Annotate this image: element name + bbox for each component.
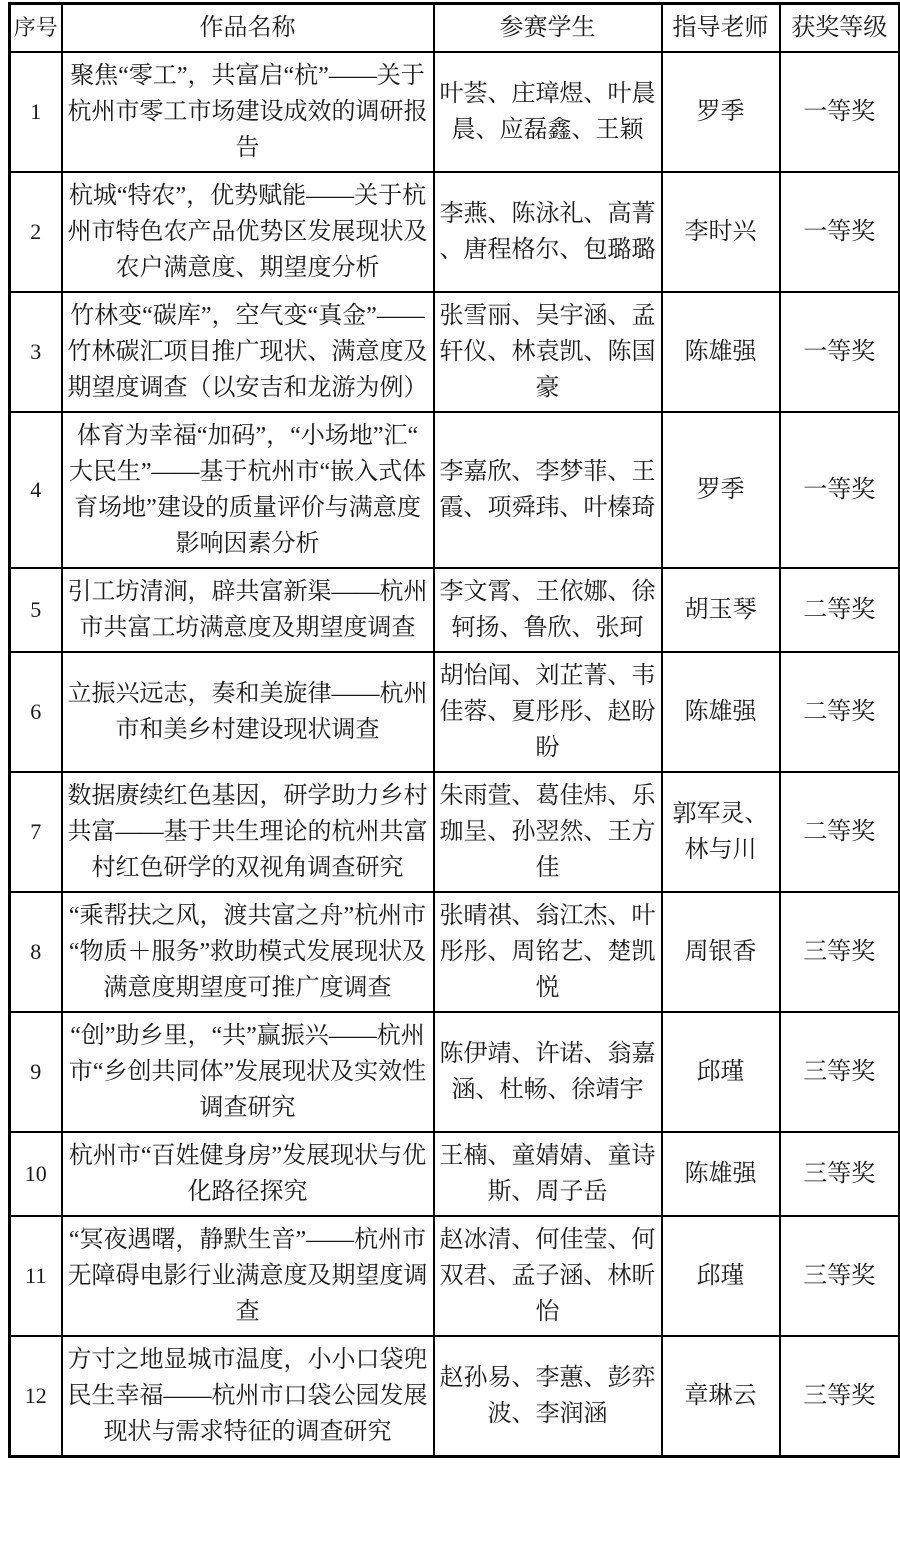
- cell-award-level: 三等奖: [780, 1336, 900, 1457]
- table-row: [10, 292, 900, 412]
- table-row: [10, 1012, 900, 1132]
- cell-work-title: 竹林变“碳库”，空气变“真金”——竹林碳汇项目推广现状、满意度及期望度调查（以安吉和龙游为例）: [62, 292, 434, 412]
- cell-participating-students: 赵冰清、何佳莹、何双君、孟子涵、林昕怡: [434, 1216, 662, 1336]
- cell-work-title: 杭城“特农”，优势赋能——关于杭州市特色农产品优势区发展现状及农户满意度、期望度分析: [62, 172, 434, 292]
- cell-work-title: “冥夜遇曙，静默生音”——杭州市无障碍电影行业满意度及期望度调查: [62, 1216, 434, 1336]
- cell-award-level: 三等奖: [780, 1216, 900, 1336]
- header-work-title: 作品名称: [62, 4, 434, 53]
- cell-award-level: 二等奖: [780, 568, 900, 652]
- cell-serial-number: 1: [10, 52, 62, 172]
- cell-advisor-teacher: 陈雄强: [662, 1132, 780, 1216]
- table-row: [10, 568, 900, 652]
- table-row: [10, 52, 900, 172]
- cell-serial-number: 2: [10, 172, 62, 292]
- cell-advisor-teacher: 邱瑾: [662, 1012, 780, 1132]
- cell-work-title: “乘帮扶之风，渡共富之舟”杭州市“物质＋服务”救助模式发展现状及满意度期望度可推广度调查: [62, 892, 434, 1012]
- header-award-level: 获奖等级: [780, 4, 900, 53]
- cell-work-title: “创”助乡里，“共”赢振兴——杭州市“乡创共同体”发展现状及实效性调查研究: [62, 1012, 434, 1132]
- cell-advisor-teacher: 陈雄强: [662, 652, 780, 772]
- cell-advisor-teacher: 胡玉琴: [662, 568, 780, 652]
- cell-award-level: 一等奖: [780, 172, 900, 292]
- cell-advisor-teacher: 李时兴: [662, 172, 780, 292]
- header-participating-students: 参赛学生: [434, 4, 662, 53]
- table-row: [10, 892, 900, 1012]
- cell-participating-students: 李嘉欣、李梦菲、王霞、项舜玮、叶榛琦: [434, 412, 662, 568]
- table-row: [10, 652, 900, 772]
- cell-work-title: 体育为幸福“加码”，“小场地”汇“大民生”——基于杭州市“嵌入式体育场地”建设的质量评价与满意度影响因素分析: [62, 412, 434, 568]
- cell-award-level: 二等奖: [780, 652, 900, 772]
- cell-award-level: 一等奖: [780, 412, 900, 568]
- cell-participating-students: 胡怡闻、刘芷菁、韦佳蓉、夏彤彤、赵盼盼: [434, 652, 662, 772]
- cell-advisor-teacher: 罗季: [662, 412, 780, 568]
- cell-work-title: 数据赓续红色基因，研学助力乡村共富——基于共生理论的杭州共富村红色研学的双视角调查研究: [62, 772, 434, 892]
- table-row: [10, 1216, 900, 1336]
- cell-participating-students: 王楠、童婧婧、童诗斯、周子岳: [434, 1132, 662, 1216]
- cell-serial-number: 12: [10, 1336, 62, 1457]
- cell-serial-number: 6: [10, 652, 62, 772]
- cell-advisor-teacher: 邱瑾: [662, 1216, 780, 1336]
- cell-serial-number: 10: [10, 1132, 62, 1216]
- cell-serial-number: 5: [10, 568, 62, 652]
- cell-serial-number: 11: [10, 1216, 62, 1336]
- cell-advisor-teacher: 陈雄强: [662, 292, 780, 412]
- cell-serial-number: 8: [10, 892, 62, 1012]
- cell-work-title: 杭州市“百姓健身房”发展现状与优化路径探究: [62, 1132, 434, 1216]
- header-row: [10, 4, 900, 53]
- cell-participating-students: 张雪丽、吴宇涵、孟轩仪、林袁凯、陈国豪: [434, 292, 662, 412]
- table-row: [10, 1336, 900, 1457]
- cell-serial-number: 3: [10, 292, 62, 412]
- cell-participating-students: 叶荟、庄璋煜、叶晨晨、应磊鑫、王颖: [434, 52, 662, 172]
- cell-participating-students: 陈伊靖、许诺、翁嘉涵、杜畅、徐靖宇: [434, 1012, 662, 1132]
- cell-advisor-teacher: 罗季: [662, 52, 780, 172]
- cell-award-level: 二等奖: [780, 772, 900, 892]
- cell-participating-students: 李文霄、王依娜、徐轲扬、鲁欣、张珂: [434, 568, 662, 652]
- table-row: [10, 1132, 900, 1216]
- table-row: [10, 172, 900, 292]
- cell-serial-number: 9: [10, 1012, 62, 1132]
- cell-work-title: 引工坊清涧，辟共富新渠——杭州市共富工坊满意度及期望度调查: [62, 568, 434, 652]
- cell-award-level: 三等奖: [780, 1012, 900, 1132]
- table-body: [10, 52, 900, 1457]
- header-advisor-teacher: 指导老师: [662, 4, 780, 53]
- cell-advisor-teacher: 章琳云: [662, 1336, 780, 1457]
- cell-advisor-teacher: 郭军灵、林与川: [662, 772, 780, 892]
- cell-advisor-teacher: 周银香: [662, 892, 780, 1012]
- cell-participating-students: 朱雨萱、葛佳炜、乐珈呈、孙翌然、王方佳: [434, 772, 662, 892]
- cell-participating-students: 赵孙易、李蕙、彭弈波、李润涵: [434, 1336, 662, 1457]
- cell-work-title: 聚焦“零工”，共富启“杭”——关于杭州市零工市场建设成效的调研报告: [62, 52, 434, 172]
- cell-serial-number: 4: [10, 412, 62, 568]
- cell-participating-students: 李燕、陈泳礼、高菁、唐程格尔、包璐璐: [434, 172, 662, 292]
- cell-award-level: 三等奖: [780, 1132, 900, 1216]
- cell-award-level: 一等奖: [780, 292, 900, 412]
- cell-award-level: 三等奖: [780, 892, 900, 1012]
- cell-work-title: 立振兴远志，奏和美旋律——杭州市和美乡村建设现状调查: [62, 652, 434, 772]
- awards-table: [8, 2, 900, 1458]
- header-serial-number: 序号: [10, 4, 62, 53]
- cell-work-title: 方寸之地显城市温度，小小口袋兜民生幸福——杭州市口袋公园发展现状与需求特征的调查研究: [62, 1336, 434, 1457]
- cell-participating-students: 张晴祺、翁江杰、叶彤彤、周铭艺、楚凯悦: [434, 892, 662, 1012]
- cell-serial-number: 7: [10, 772, 62, 892]
- table-row: [10, 412, 900, 568]
- table-row: [10, 772, 900, 892]
- cell-award-level: 一等奖: [780, 52, 900, 172]
